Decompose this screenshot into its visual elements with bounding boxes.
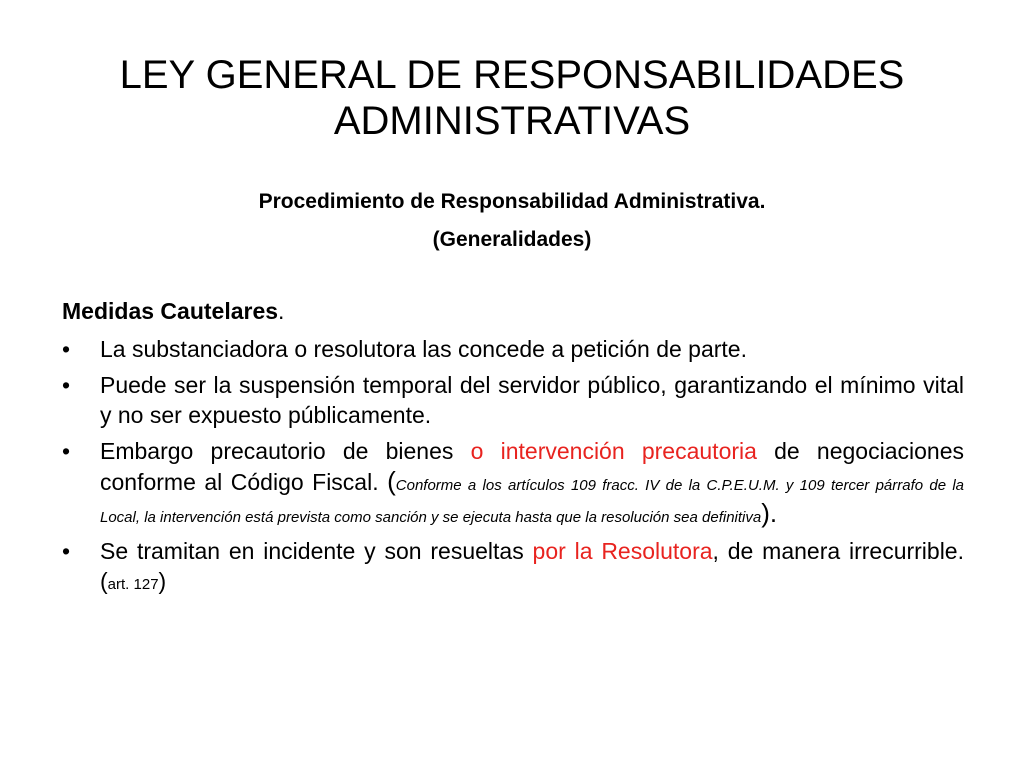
bullet-list bbox=[62, 334, 964, 600]
slide-body bbox=[62, 296, 964, 606]
bullet-dot-icon: • bbox=[62, 372, 71, 398]
bullet-3-text-start: Embargo precautorio de bienes bbox=[100, 438, 471, 464]
bullet-3-close: ). bbox=[761, 498, 778, 528]
title-line-2: ADMINISTRATIVAS bbox=[333, 99, 691, 143]
bullet-4-open-paren: ( bbox=[100, 568, 108, 594]
section-heading-text: Medidas Cautelares bbox=[62, 298, 279, 324]
bullet-4-article-ref: art. 127 bbox=[107, 576, 159, 593]
bullet-dot-icon: • bbox=[62, 438, 71, 464]
section-heading bbox=[62, 296, 964, 326]
bullet-4-text-middle: , de manera irrecurrible. bbox=[712, 538, 964, 564]
subtitle-generalities: (Generalidades) bbox=[432, 228, 592, 251]
bullet-text-1: La substanciadora o resolutora las concede a petición de parte. bbox=[100, 336, 747, 362]
bullet-3-highlight: o intervención precautoria bbox=[470, 438, 757, 464]
slide-title bbox=[60, 52, 964, 144]
bullet-4-highlight: por la Resolutora bbox=[532, 538, 713, 564]
bullet-dot-icon: • bbox=[62, 336, 71, 362]
bullet-item-1 bbox=[62, 334, 964, 364]
bullet-text-2: Puede ser la suspensión temporal del servidor público, garantizando el mínimo vital y no ser expuesto públicamente. bbox=[100, 372, 964, 428]
bullet-item-2 bbox=[62, 370, 964, 430]
bullet-dot-icon: • bbox=[62, 538, 71, 564]
title-line-1: LEY GENERAL DE RESPONSABILIDADES bbox=[119, 53, 905, 97]
bullet-3-open-paren: ( bbox=[387, 466, 396, 496]
bullet-3-text-middle: de negociaciones conforme al Código Fiscal. bbox=[100, 438, 964, 495]
subtitle-procedure: Procedimiento de Responsabilidad Administrativa. bbox=[258, 190, 766, 213]
bullet-item-4 bbox=[62, 536, 964, 600]
bullet-4-close-paren: ) bbox=[158, 568, 167, 594]
section-heading-period: . bbox=[278, 298, 285, 324]
bullet-item-3 bbox=[62, 436, 964, 530]
bullet-3-legal-note: Conforme a los artículos 109 fracc. IV de la C.P.E.U.M. y 109 tercer párrafo de la Local, la intervención está prevista como sanción y se ejecuta hasta que la resolución sea definitiva bbox=[100, 477, 964, 526]
bullet-4-text-start: Se tramitan en incidente y son resueltas bbox=[100, 538, 533, 564]
